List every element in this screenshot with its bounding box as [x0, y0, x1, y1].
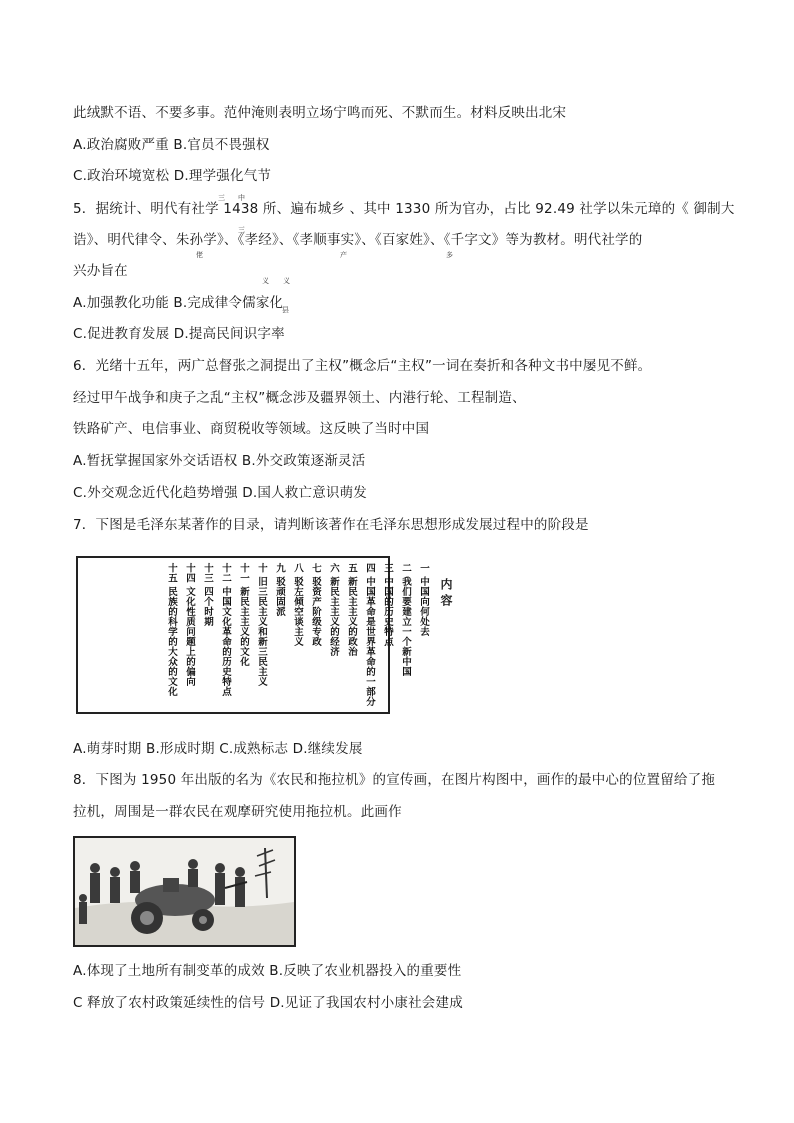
toc-item: 五 新民主主义的政治 — [346, 563, 357, 657]
option-line: A.政治腐败严重 B.官员不畏强权 — [73, 137, 270, 153]
text-line-1: 此绒默不语、不要多事。范仲淹则表明立场宁鸣而死、不默而生。材料反映出北宋 — [73, 105, 567, 121]
option-line: A.萌芽时期 B.形成时期 C.成熟标志 D.继续发展 — [73, 741, 363, 757]
option-line: C 释放了农村政策延续性的信号 D.见证了我国农村小康社会建成 — [73, 995, 463, 1011]
option-line: C.政治环境宽松 D.理学强化气节 — [73, 168, 272, 184]
question-5-line-3: 兴办旨在 — [73, 263, 128, 279]
scan-fragment: 三 — [238, 226, 245, 234]
toc-item: 三 中国的历史特点 — [382, 563, 393, 647]
scan-fragment: 三 — [218, 194, 225, 202]
scan-fragment: 产 — [340, 251, 347, 259]
toc-item: 七 驳资产阶级专政 — [310, 563, 321, 647]
toc-item: 六 新民主主义的经济 — [328, 563, 339, 657]
toc-item: 十五 民族的科学的大众的文化 — [166, 563, 177, 697]
toc-item: 十三 四个时期 — [202, 563, 213, 627]
table-of-contents-image — [76, 556, 453, 714]
toc-item: 四 中国革命是世界革命的一部分 — [364, 563, 375, 707]
farmers-tractor-illustration — [73, 836, 296, 947]
question-8-line-1: 8．下图为 1950 年出版的名为《农民和拖拉机》的宣传画，在图片构图中，画作的最中心的位置留给了拖 — [73, 772, 716, 788]
scan-fragment: 多 — [446, 251, 453, 259]
toc-item: 二 我们要建立一个新中国 — [400, 563, 411, 677]
scan-fragment: 县 — [282, 306, 289, 314]
question-6-line-3: 铁路矿产、电信事业、商贸税收等领域。这反映了当时中国 — [73, 421, 430, 437]
option-line: C.促进教育发展 D.提高民间识字率 — [73, 326, 285, 342]
toc-item: 十 旧三民主义和新三民主义 — [256, 563, 267, 687]
question-8-line-2: 拉机，周围是一群农民在观摩研究使用拖拉机。此画作 — [73, 804, 402, 820]
question-6-line-2: 经过甲午战争和庚子之乱“主权”概念涉及疆界领土、内港行轮、工程制造、 — [73, 390, 526, 406]
scan-fragment: 义 — [262, 277, 269, 285]
option-line: A.体现了土地所有制变革的成效 B.反映了农业机器投入的重要性 — [73, 963, 462, 979]
option-line: C.外交观念近代化趋势增强 D.国人救亡意识萌发 — [73, 485, 367, 501]
question-7-line: 7．下图是毛泽东某著作的目录，请判断该著作在毛泽东思想形成发展过程中的阶段是 — [73, 517, 589, 533]
illustration-drawing — [75, 838, 294, 945]
toc-item: 十一 新民主主义的文化 — [238, 563, 249, 667]
option-line: A.暂抚掌握国家外交话语权 B.外交政策逐渐灵活 — [73, 453, 366, 469]
toc-item: 九 驳顽固派 — [274, 563, 285, 617]
toc-item: 八 驳左倾空谈主义 — [292, 563, 303, 647]
toc-item: 十四 文化性质问题上的偏向 — [184, 563, 195, 687]
toc-item: 一 中国向何处去 — [418, 563, 429, 637]
toc-item: 十二 中国文化革命的历史特点 — [220, 563, 231, 697]
question-5-line-1: 5．据统计、明代有社学 1438 所、遍布城乡 、其中 1330 所为官办，占比 92.49 社学以朱元璋的《 御制大 — [73, 201, 735, 217]
option-line: A.加强教化功能 B.完成律令儒家化 — [73, 295, 284, 311]
question-6-line-1: 6．光绪十五年，两广总督张之洞提出了主权”概念后“主权”一词在奏折和各种文书中屡见不鲜。 — [73, 358, 652, 374]
question-5-line-2: 诰》、明代律令、朱孙学》、《孝经》、《孝顺事实》、《百家姓》、《千字文》等为教材。明代社学的 — [73, 232, 643, 248]
scan-fragment: 义 — [283, 277, 290, 285]
toc-heading: 内 容 — [439, 578, 453, 607]
scan-fragment: 佬 — [196, 251, 203, 259]
scan-fragment: 中 — [238, 194, 245, 202]
